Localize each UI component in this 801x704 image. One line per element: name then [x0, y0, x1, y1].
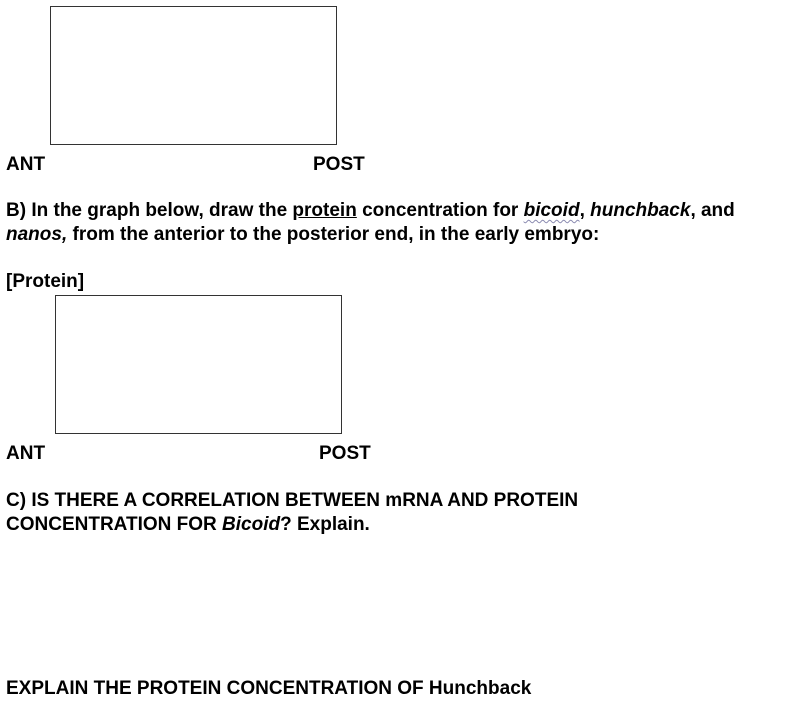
question-b-line1	[6, 199, 735, 222]
graph-a-ant-label: ANT	[6, 154, 46, 175]
question-b-term-hunchback: hunchback	[590, 200, 691, 221]
question-b-term-bicoid: bicoid	[523, 200, 580, 221]
graph-b-ant-label: ANT	[6, 443, 46, 464]
question-b-comma: ,	[579, 200, 591, 221]
question-b-prefix: B) In the graph below, draw the	[6, 200, 293, 221]
question-b-line2	[6, 223, 599, 246]
graph-a-post-label: POST	[313, 154, 365, 175]
question-b-and: , and	[690, 200, 735, 221]
question-c-line1: C) IS THERE A CORRELATION BETWEEN mRNA AND PROTEIN	[6, 490, 579, 511]
question-b-mid: concentration for	[356, 200, 524, 221]
question-c-term-bicoid: Bicoid	[222, 514, 281, 535]
question-c-line2-suffix: ? Explain.	[280, 514, 370, 535]
graph-b-post-label: POST	[319, 443, 371, 464]
question-c-line2-prefix: CONCENTRATION FOR	[6, 514, 223, 535]
question-b-protein-underlined: protein	[292, 200, 357, 221]
question-c-line2	[6, 513, 370, 536]
explain-hunchback-prompt: EXPLAIN THE PROTEIN CONCENTRATION OF Hunchback	[6, 678, 532, 699]
graph-b-y-label: [Protein]	[6, 271, 85, 292]
graph-a-plot-area	[50, 6, 337, 145]
question-b-term-nanos: nanos,	[6, 224, 68, 245]
graph-b-plot-area	[55, 295, 342, 434]
question-b-line2-rest: from the anterior to the posterior end, in the early embryo:	[67, 224, 600, 245]
